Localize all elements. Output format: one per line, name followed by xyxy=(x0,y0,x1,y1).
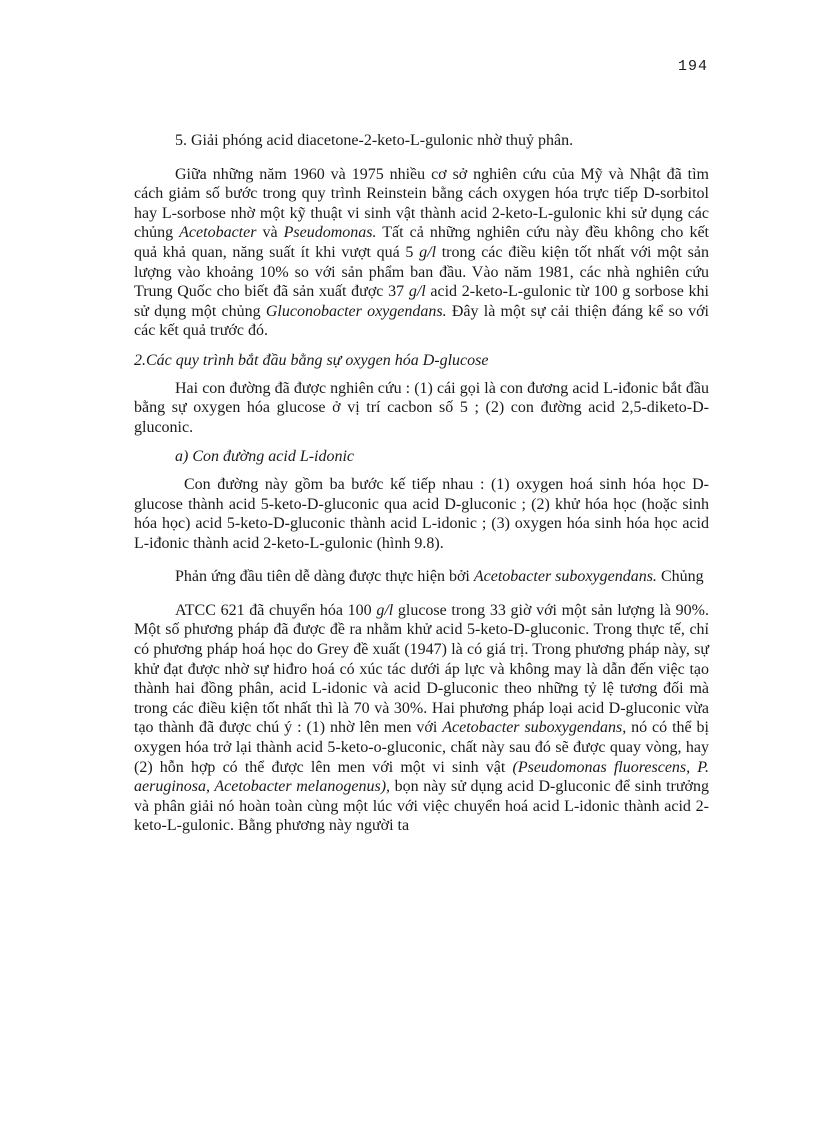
text-run: Chủng xyxy=(656,568,704,586)
species-name: Acetobacter xyxy=(179,224,257,242)
unit: g/l xyxy=(408,283,426,301)
page-body xyxy=(134,131,709,836)
text-run: Giữa những năm 1960 và 1975 nhiều cơ sở nghiên cứu của Mỹ và Nhật đã tìm cách giảm số bước trong quy trình Reinstein bằng cách oxygen hóa trực tiếp D-sorbitol hay L-sorbose nhờ một kỹ thuật vi sinh vật thành acid 2-keto-L-gulonic khi sử dụng các chủng xyxy=(134,165,709,242)
subsection-heading: a) Con đường acid L-idonic xyxy=(175,448,355,466)
text-run: Tất cả những nghiên cứu này đều không cho kết quả khả quan, năng suất ít khi vượt quá 5 xyxy=(134,224,710,261)
species-name: (Pseudomonas fluorescens, P. aeruginosa, Acetobacter melanogenus), xyxy=(134,758,710,796)
species-name: Gluconobacter oxygendans. xyxy=(265,302,447,320)
paragraph-text: 5. Giải phóng acid diacetone-2-keto-L-gulonic nhờ thuỷ phân. xyxy=(175,132,574,149)
paragraph-first-reaction xyxy=(134,567,709,587)
page-number: 194 xyxy=(677,58,708,75)
text-run: Đây là một sự cải thiện đáng kể so với các kết quả trước đó. xyxy=(134,302,709,340)
unit: g/l xyxy=(419,243,437,261)
text-run: bọn này sử dụng acid D-gluconic để sinh trưởng và phân giải nó hoàn toàn cùng một lúc với việc chuyển hoá acid L-idonic thành acid 2-keto-L-gulonic. Bằng phương này người ta xyxy=(134,778,709,835)
paragraph-atcc xyxy=(134,601,709,836)
section-heading: 2.Các quy trình bắt đầu bằng sự oxygen hóa D-glucose xyxy=(134,351,489,369)
text-run: acid 2-keto-L-gulonic từ 100 g sorbose khi sử dụng một chủng xyxy=(134,283,710,320)
unit: g/l xyxy=(376,601,394,619)
text-run: và xyxy=(256,224,284,242)
paragraph-history xyxy=(134,165,709,341)
paragraph-steps: Con đường này gồm ba bước kế tiếp nhau : (1) oxygen hoá sinh hóa học D-glucose thành acid 5-keto-D-gluconic qua acid D-gluconic ; (2) khử hóa học (hoặc sinh hóa học) acid 5-keto-D-gluconic thành acid L-idonic ; (3) oxygen hóa sinh hóa học acid L-iđonic thành acid 2-keto-L-gulonic (hình 9.8). xyxy=(134,475,709,552)
text-run: Phản ứng đầu tiên dễ dàng được thực hiện bởi xyxy=(175,568,474,586)
species-name: Acetobacter suboxygendans, xyxy=(442,719,627,737)
text-run: ATCC 621 đã chuyển hóa 100 xyxy=(175,601,377,619)
text-run: glucose trong 33 giờ với một sản lượng là 90%. Một số phương pháp đã được đề ra nhằm khử acid 5-keto-D-gluconic. Trong thực tế, chỉ có phương pháp hoá học do Grey đề xuất (1947) là có giá trị. Trong phương pháp này, sự khử đạt được nhờ sự hiđro hoá có xúc tác dưới áp lực và không may là dẫn đến việc tạo thành hai đồng phân, acid L-idonic và acid D-gluconic theo những tỷ lệ tương đối mà trong các điều kiện tốt nhất thì là 70 và 30%. Hai phương pháp loại acid D-gluconic vừa tạo thành đã được chú ý : (1) nhờ lên men với xyxy=(134,601,709,737)
paragraph-step-5 xyxy=(134,131,709,151)
species-name: Acetobacter suboxygendans. xyxy=(473,568,657,586)
text-run: nó có thể bị oxygen hóa trở lại thành acid 5-keto-o-gluconic, chất này sau đó sẽ được quay vòng, hay (2) hỗn hợp có thể được lên men với một vi sinh vật xyxy=(134,719,710,776)
text-run: trong các điều kiện tốt nhất với một sản lượng vào khoảng 10% so với sản phẩm ban đầu. Vào năm 1981, các nhà nghiên cứu Trung Quốc cho biết đã sản xuất được 37 xyxy=(134,243,710,301)
paragraph-pathways: Hai con đường đã được nghiên cứu : (1) cái gọi là con đương acid L-iđonic bắt đầu bằng sự oxygen hóa glucose ở vị trí cacbon số 5 ; (2) con đường acid 2,5-diketo-D-gluconic. xyxy=(134,379,709,436)
species-name: Pseudomonas. xyxy=(283,224,377,242)
